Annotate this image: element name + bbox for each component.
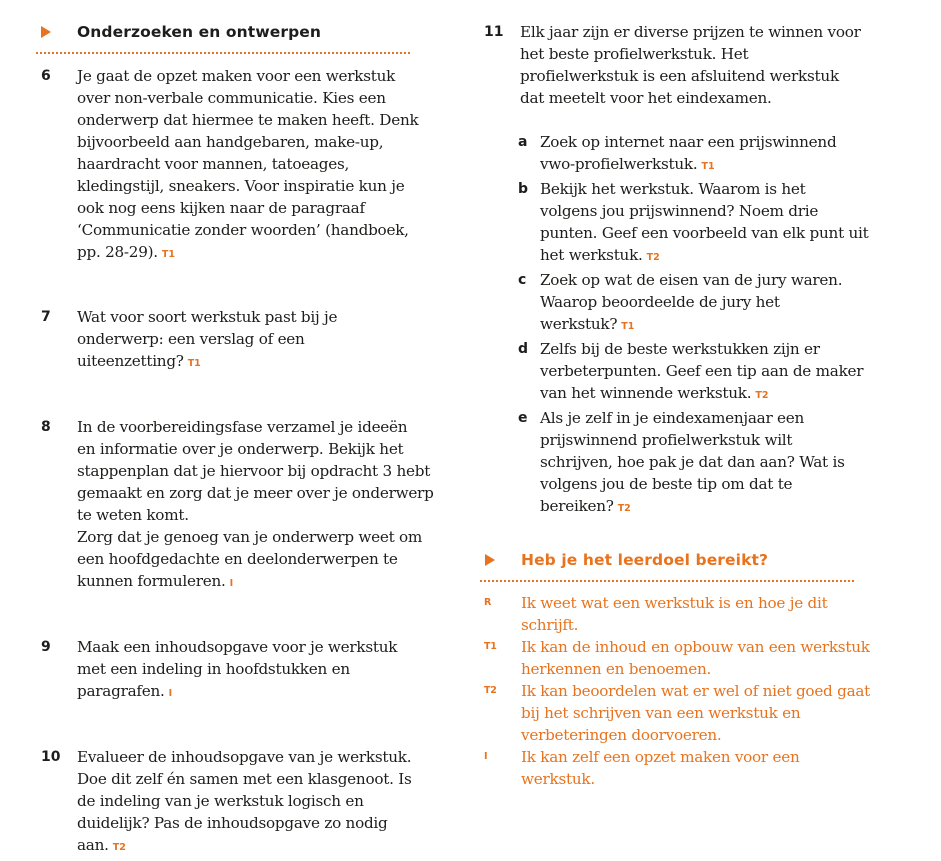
level-tag: T1 (621, 321, 635, 332)
question-text: Elk jaar zijn er diverse prijzen te winnen voor het beste profielwerkstuk. Het profielwerkstuk is een afsluitend werkstuk dat meetelt voor het eindexamen. (520, 23, 861, 107)
goal-text: Ik weet wat een werkstuk is en hoe je dit schrijft. (521, 594, 828, 634)
question-7 (41, 306, 441, 375)
level-tag: T2 (755, 390, 769, 401)
question-number: 9 (41, 639, 51, 655)
subquestion-text: Zelfs bij de beste werkstukken zijn er verbeterpunten. Geef een tip aan de maker van het winnende werkstuk. (540, 340, 864, 402)
play-triangle-icon (41, 26, 51, 38)
subquestion-letter: d (518, 341, 528, 357)
level-tag: T2 (617, 503, 631, 514)
level-tag: I (168, 688, 173, 699)
goal-code: I (484, 751, 488, 762)
level-tag: I (229, 578, 234, 589)
learning-goals-list (484, 592, 904, 790)
question-number: 10 (41, 749, 61, 765)
question-11 (484, 21, 904, 520)
subquestion-text: Bekijk het werkstuk. Waarom is het volgens jou prijswinnend? Noem drie punten. Geef een voorbeeld van elk punt uit het werkstuk. (540, 180, 869, 264)
question-10 (41, 746, 461, 859)
section-title: Heb je het leerdoel bereikt? (521, 551, 769, 569)
question-text: Je gaat de opzet maken voor een werkstuk over non-verbale communicatie. Kies een onderwerp dat hiermee te maken heeft. Denk bijvoorbeeld aan handgebaren, make-up, haardracht voor mannen, tatoeages, kledingstijl, sneakers. Voor inspiratie kun je ook nog eens kijken naar de paragraaf ‘Communicatie zonder woorden’ (handboek, pp. 28-29). (77, 67, 419, 261)
subquestion-letter: b (518, 181, 528, 197)
question-number: 7 (41, 309, 51, 325)
subquestion-d (518, 338, 904, 407)
level-tag: T2 (646, 252, 660, 263)
goal-text: Ik kan zelf een opzet maken voor een werkstuk. (521, 748, 800, 788)
question-text: Evalueer de inhoudsopgave van je werkstuk. Doe dit zelf én samen met een klasgenoot. Is de indeling van je werkstuk logisch en duidelijk? Pas de inhoudsopgave zo nodig aan. (77, 748, 412, 854)
question-8 (41, 416, 461, 595)
level-tag: T1 (701, 161, 715, 172)
question-text: Maak een inhoudsopgave voor je werkstuk met een indeling in hoofdstukken en paragrafen. (77, 638, 398, 700)
subquestion-list (518, 131, 904, 520)
goal-code: T2 (484, 685, 497, 696)
subquestion-text: Zoek op wat de eisen van de jury waren. Waarop beoordeelde de jury het werkstuk? (540, 271, 843, 333)
section-heading-onderzoeken (41, 20, 321, 44)
learning-goal-r (484, 592, 904, 636)
subquestion-letter: a (518, 134, 528, 150)
question-number: 8 (41, 419, 51, 435)
goal-text: Ik kan de inhoud en opbouw van een werkstuk herkennen en benoemen. (521, 638, 870, 678)
question-6 (41, 65, 441, 266)
level-tag: T1 (187, 358, 201, 369)
goal-code: R (484, 597, 492, 608)
goal-code: T1 (484, 641, 497, 652)
subquestion-letter: c (518, 272, 527, 288)
subquestion-text: Zoek op internet naar een prijswinnend vwo-profielwerkstuk. (540, 133, 837, 173)
subquestion-a (518, 131, 904, 178)
play-triangle-icon (485, 554, 495, 566)
question-number: 6 (41, 68, 51, 84)
section-title: Onderzoeken en ontwerpen (77, 23, 322, 41)
subquestion-e (518, 407, 904, 520)
subquestion-letter: e (518, 410, 528, 426)
subquestion-c (518, 269, 904, 338)
section-heading-leerdoel (485, 548, 768, 572)
learning-goal-i (484, 746, 904, 790)
level-tag: T2 (112, 842, 126, 853)
question-9 (41, 636, 441, 705)
learning-goal-t1 (484, 636, 904, 680)
dotted-divider (480, 580, 854, 582)
question-text: In de voorbereidingsfase verzamel je ideeën en informatie over je onderwerp. Bekijk het stappenplan dat je hiervoor bij opdracht 3 hebt gemaakt en zorg dat je meer over je onderwerp te weten komt. Zorg dat je genoeg van je onderwerp weet om een hoofdgedachte en deelonderwerpen te kunnen formuleren. (77, 418, 434, 590)
goal-text: Ik kan beoordelen wat er wel of niet goed gaat bij het schrijven van een werkstuk en verbeteringen doorvoeren. (521, 682, 871, 744)
question-text: Wat voor soort werkstuk past bij je onderwerp: een verslag of een uiteenzetting? (77, 308, 338, 370)
learning-goal-t2 (484, 680, 904, 746)
level-tag: T1 (161, 249, 175, 260)
subquestion-b (518, 178, 904, 269)
dotted-divider (36, 52, 410, 54)
subquestion-text: Als je zelf in je eindexamenjaar een prijswinnend profielwerkstuk wilt schrijven, hoe pak je dat dan aan? Wat is volgens jou de beste tip om dat te bereiken? (540, 409, 845, 515)
question-number: 11 (484, 24, 504, 40)
